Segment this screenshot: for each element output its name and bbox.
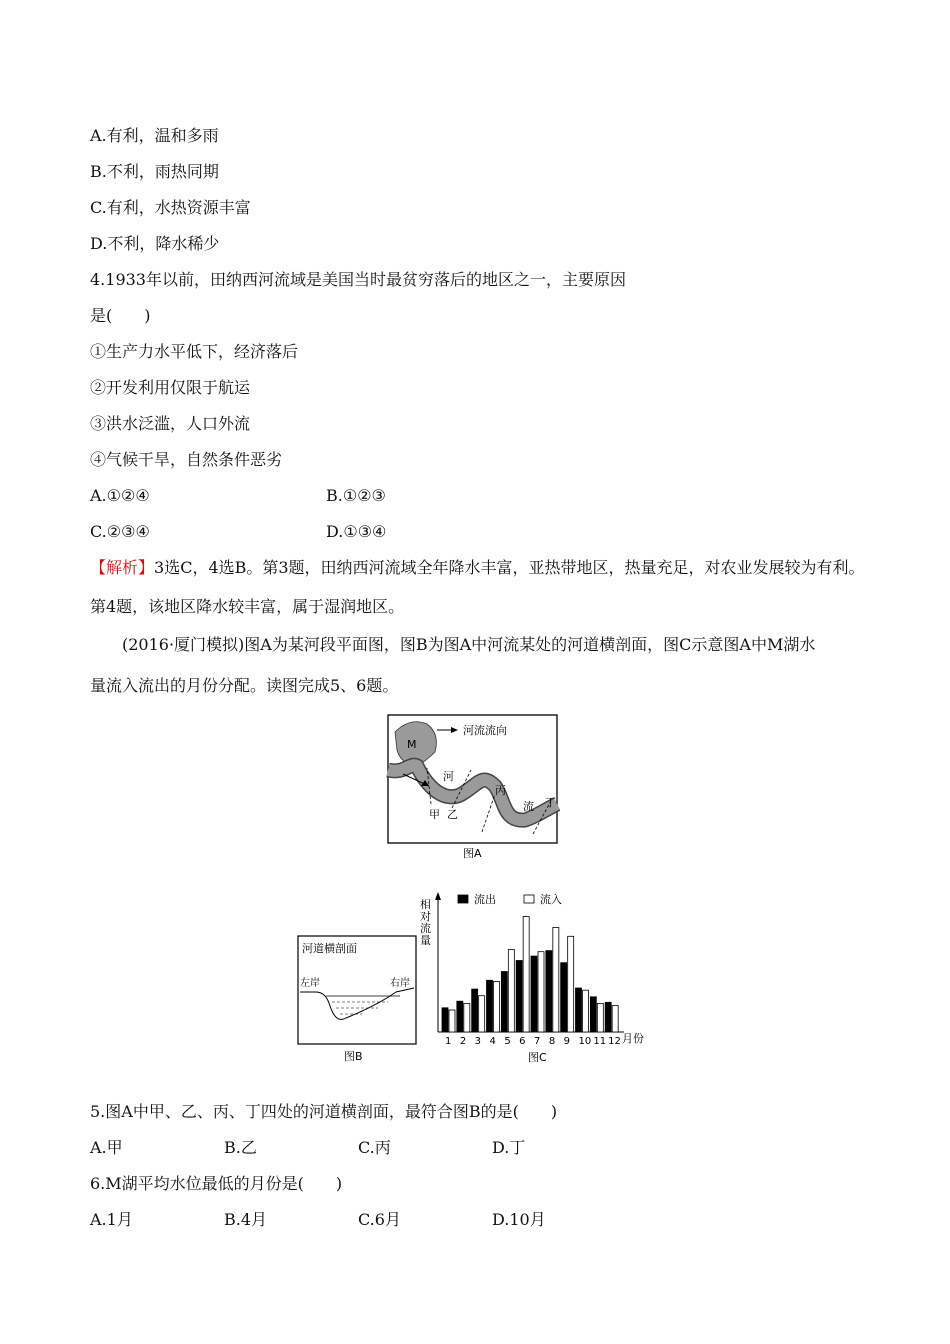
- bar-outflow-12: [605, 1002, 611, 1032]
- x-tick-6: 6: [519, 1036, 526, 1047]
- bar-inflow-9: [568, 936, 574, 1032]
- figure-c-caption: 图C: [528, 1051, 547, 1064]
- bar-inflow-4: [494, 981, 500, 1032]
- bar-inflow-12: [612, 1006, 618, 1032]
- analysis-tag: 【解析】: [90, 558, 155, 577]
- bar-outflow-9: [561, 963, 567, 1032]
- legend-swatch-outflow: [458, 895, 468, 903]
- q3-option-a: A.有利，温和多雨: [90, 126, 219, 145]
- q5-option-a: A.甲: [90, 1138, 123, 1157]
- label-he: 河: [443, 770, 454, 783]
- y-axis-label-text: 相对流量: [420, 898, 431, 947]
- bar-inflow-2: [464, 1003, 470, 1032]
- figure-b-title: 河道横剖面: [302, 942, 357, 955]
- q5-option-b: B.乙: [224, 1138, 257, 1157]
- x-axis-label: 月份: [622, 1032, 644, 1045]
- bar-inflow-1: [449, 1010, 455, 1032]
- figure-c: [412, 886, 652, 1066]
- x-tick-7: 7: [534, 1036, 541, 1047]
- legend-label: 河流流向: [463, 724, 507, 737]
- q3-option-d: D.不利，降水稀少: [90, 234, 220, 253]
- q4-item-4: ④气候干旱，自然条件恶劣: [90, 450, 283, 469]
- legend-swatch-inflow: [524, 895, 534, 903]
- x-tick-1: 1: [445, 1036, 452, 1047]
- bar-inflow-6: [523, 917, 529, 1033]
- bar-outflow-5: [501, 972, 507, 1033]
- bar-inflow-5: [508, 950, 514, 1033]
- bar-inflow-7: [538, 952, 544, 1032]
- chart-plot: [435, 892, 624, 1047]
- q6-option-c: C.6月: [358, 1210, 401, 1229]
- right-bank-label: 右岸: [390, 978, 410, 989]
- x-tick-4: 4: [489, 1036, 496, 1047]
- bar-inflow-3: [479, 996, 485, 1032]
- label-yi: 乙: [447, 808, 458, 821]
- q5-option-c: C.丙: [358, 1138, 391, 1157]
- left-bank-label: 左岸: [300, 978, 320, 989]
- analysis-line2: 第4题，该地区降水较丰富，属于湿润地区。: [90, 597, 405, 616]
- bar-outflow-2: [457, 1001, 463, 1032]
- bar-outflow-10: [576, 988, 582, 1032]
- figure-a: [385, 712, 560, 862]
- bar-outflow-7: [531, 956, 537, 1032]
- label-liu: 流: [523, 800, 534, 813]
- x-tick-5: 5: [504, 1036, 511, 1047]
- q3-option-c: C.有利，水热资源丰富: [90, 198, 251, 217]
- bar-inflow-11: [597, 1003, 603, 1032]
- bar-outflow-3: [472, 989, 478, 1032]
- q4-option-c: C.②③④: [90, 522, 150, 541]
- y-axis-label: [420, 897, 431, 947]
- x-tick-11: 11: [593, 1036, 607, 1047]
- analysis-text: 3选C，4选B。第3题，田纳西河流域全年降水丰富，亚热带地区，热量充足，对农业发展较为有利。: [154, 558, 865, 577]
- q3-option-b: B.不利，雨热同期: [90, 162, 219, 181]
- intro-line1: (2016·厦门模拟)图A为某河段平面图，图B为图A中河流某处的河道横剖面，图C示意图A中M湖水: [122, 635, 816, 654]
- q4-stem-line1: 4.1933年以前，田纳西河流域是美国当时最贫穷落后的地区之一，主要原因: [90, 270, 626, 289]
- x-tick-12: 12: [608, 1036, 621, 1047]
- figure-b-caption: 图B: [344, 1050, 363, 1063]
- bar-outflow-1: [442, 1008, 448, 1032]
- bar-outflow-4: [487, 980, 493, 1032]
- q5-option-d: D.丁: [492, 1138, 526, 1157]
- q4-stem-line2: 是( ): [90, 306, 151, 325]
- q4-item-2: ②开发利用仅限于航运: [90, 378, 251, 397]
- q6-stem: 6.M湖平均水位最低的月份是( ): [90, 1174, 343, 1193]
- figure-b: [296, 934, 421, 1064]
- analysis-line1: [90, 557, 865, 579]
- bar-outflow-11: [590, 997, 596, 1032]
- x-tick-8: 8: [548, 1036, 556, 1047]
- q4-item-1: ①生产力水平低下，经济落后: [90, 342, 299, 361]
- legend-label-inflow: 流入: [540, 893, 562, 906]
- bar-outflow-6: [516, 961, 522, 1033]
- label-ding: 丁: [545, 796, 556, 809]
- bar-outflow-8: [546, 951, 552, 1032]
- intro-line2: 量流入流出的月份分配。读图完成5、6题。: [90, 676, 399, 695]
- x-tick-9: 9: [563, 1036, 571, 1047]
- x-tick-3: 3: [474, 1036, 482, 1047]
- x-tick-2: 2: [459, 1036, 467, 1047]
- q6-option-b: B.4月: [224, 1210, 268, 1229]
- bar-inflow-10: [583, 990, 589, 1032]
- q4-option-a: A.①②④: [90, 486, 150, 505]
- label-jia: 甲: [429, 808, 440, 821]
- bar-inflow-8: [553, 928, 559, 1033]
- q5-stem: 5.图A中甲、乙、丙、丁四处的河道横剖面，最符合图B的是( ): [90, 1102, 558, 1121]
- q4-option-b: B.①②③: [326, 486, 386, 505]
- x-tick-10: 10: [578, 1036, 592, 1047]
- legend-label-outflow: 流出: [474, 893, 496, 906]
- chart-legend: [458, 892, 562, 906]
- q4-option-d: D.①③④: [326, 522, 387, 541]
- label-bing: 丙: [495, 784, 506, 797]
- q4-item-3: ③洪水泛滥，人口外流: [90, 414, 251, 433]
- figure-a-caption: 图A: [463, 847, 482, 860]
- q6-option-d: D.10月: [492, 1210, 546, 1229]
- lake-label: M: [407, 738, 417, 751]
- y-axis-arrow: [435, 892, 441, 900]
- q6-option-a: A.1月: [90, 1210, 133, 1229]
